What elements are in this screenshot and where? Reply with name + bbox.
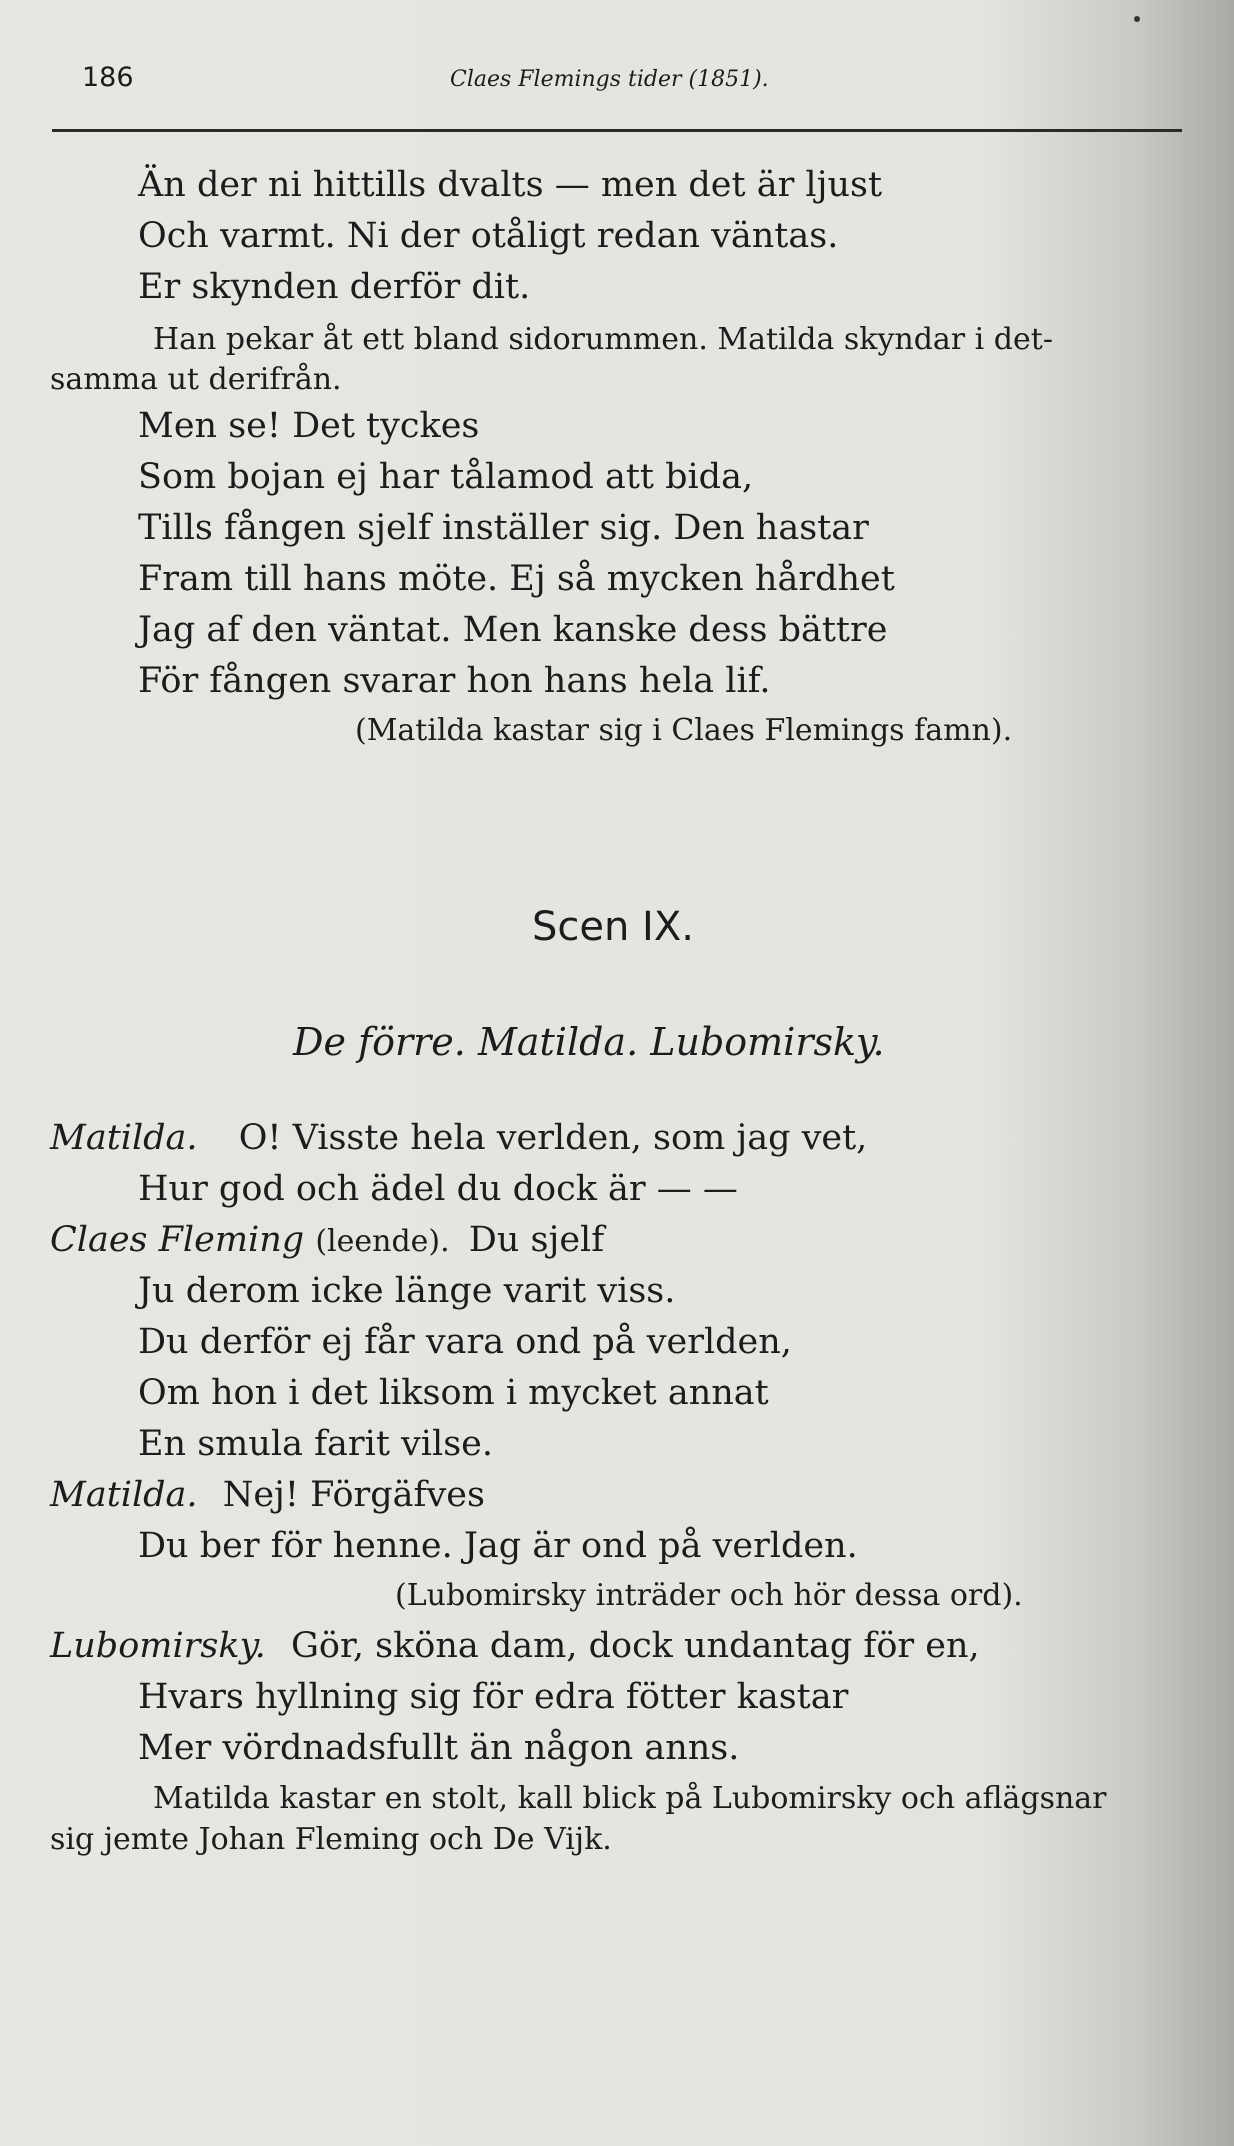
running-title: Claes Flemings tider (1851). — [450, 67, 769, 92]
stage-direction: Matilda kastar en stolt, kall blick på Lubomirsky och aflägsnar — [153, 1781, 1107, 1816]
verse-line: Som bojan ej har tålamod att bida, — [138, 457, 754, 497]
verse-line: Er skynden derför dit. — [138, 267, 531, 307]
dialogue-line — [50, 1475, 485, 1515]
page-number: 186 — [82, 62, 134, 93]
verse-line: Men se! Det tyckes — [138, 406, 480, 446]
verse-line: Än der ni hittills dvalts — men det är ljust — [138, 165, 883, 205]
dialogue-line: Om hon i det liksom i mycket annat — [138, 1373, 769, 1413]
speaker-name: Claes Fleming — [50, 1220, 305, 1260]
dialogue-line — [50, 1626, 980, 1666]
dialogue-line — [50, 1220, 604, 1262]
dialogue-line — [50, 1118, 867, 1158]
verse-line: Jag af den väntat. Men kanske dess bättre — [138, 610, 888, 650]
speaker-name: Lubomirsky. — [50, 1626, 266, 1666]
dialogue-line: En smula farit vilse. — [138, 1424, 493, 1464]
dialogue-line: Ju derom icke länge varit viss. — [138, 1271, 676, 1311]
stage-direction: Han pekar åt ett bland sidorummen. Matilda skyndar i det- — [153, 322, 1053, 357]
dialogue-line: Du derför ej får vara ond på verlden, — [138, 1322, 792, 1362]
dialogue-line: Mer vördnadsfullt än någon anns. — [138, 1728, 740, 1768]
line-text: Nej! Förgäfves — [222, 1475, 485, 1515]
line-text: O! Visste hela verlden, som jag vet, — [238, 1118, 868, 1158]
speck — [1134, 16, 1140, 22]
verse-line: Och varmt. Ni der otåligt redan väntas. — [138, 216, 839, 256]
dialogue-line: Du ber för henne. Jag är ond på verlden. — [138, 1526, 858, 1566]
verse-line: För fången svarar hon hans hela lif. — [138, 661, 771, 701]
scene-persons: De förre. Matilda. Lubomirsky. — [293, 1020, 885, 1064]
verse-line: Fram till hans möte. Ej så mycken hårdhet — [138, 559, 895, 599]
dialogue-line: Hvars hyllning sig för edra fötter kastar — [138, 1677, 849, 1717]
stage-direction: (Lubomirsky inträder och hör dessa ord). — [395, 1578, 1023, 1613]
stage-direction: samma ut derifrån. — [50, 362, 342, 397]
stage-direction: (leende). — [315, 1224, 450, 1259]
scene-title: Scen IX. — [532, 904, 694, 950]
stage-direction: sig jemte Johan Fleming och De Vijk. — [50, 1822, 612, 1857]
speaker-name: Matilda. — [50, 1475, 198, 1515]
line-text: Gör, sköna dam, dock undantag för en, — [290, 1626, 980, 1666]
stage-direction: (Matilda kastar sig i Claes Flemings famn). — [355, 713, 1013, 748]
header-rule — [52, 129, 1182, 132]
line-text: Du sjelf — [468, 1220, 605, 1260]
speaker-name: Matilda. — [50, 1118, 198, 1158]
verse-line: Tills fången sjelf inställer sig. Den hastar — [138, 508, 869, 548]
dialogue-line: Hur god och ädel du dock är — — — [138, 1169, 738, 1209]
